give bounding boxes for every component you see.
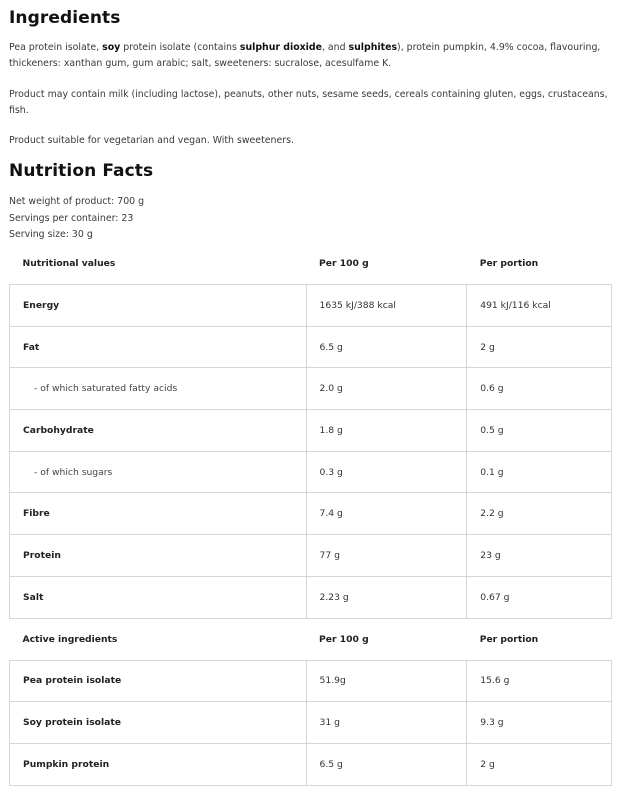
value-per-portion: 2 g — [467, 743, 612, 785]
value-per-portion: 0.1 g — [467, 451, 612, 493]
value-per-100g: 2.0 g — [306, 368, 467, 410]
ingredients-text-segment: protein isolate (contains — [120, 42, 240, 53]
value-per-100g: 6.5 g — [306, 743, 467, 785]
allergen-notice: Product may contain milk (including lactose), peanuts, other nuts, sesame seeds, cereals containing gluten, eggs, crustaceans, fish. — [9, 89, 608, 116]
serving-size: Serving size: 30 g — [9, 229, 93, 240]
row-label: Salt — [10, 576, 307, 618]
column-header-per-100g: Per 100 g — [319, 633, 369, 645]
table-row — [10, 743, 612, 785]
servings-per-container: Servings per container: 23 — [9, 212, 134, 224]
value-per-portion: 15.6 g — [467, 660, 612, 702]
table-row — [10, 410, 612, 452]
ingredients-heading: Ingredients — [9, 8, 121, 28]
value-per-portion: 2.2 g — [467, 493, 612, 535]
value-per-100g: 77 g — [306, 535, 467, 577]
value-per-100g: 51.9g — [306, 660, 467, 702]
value-per-portion: 23 g — [467, 535, 612, 577]
ingredients-text-segment: , and — [321, 42, 349, 53]
table-section-header — [10, 618, 612, 660]
table-row — [10, 660, 612, 702]
value-per-portion: 491 kJ/116 kcal — [467, 285, 612, 327]
value-per-portion: 9.3 g — [467, 702, 612, 744]
value-per-portion: 0.5 g — [467, 410, 612, 452]
value-per-100g: 6.5 g — [306, 326, 467, 368]
table-row — [10, 326, 612, 368]
ingredients-text-segment: Pea protein isolate, — [9, 42, 103, 53]
allergen-highlight: sulphur dioxide — [239, 42, 322, 53]
ingredients-text — [9, 40, 609, 72]
allergen-highlight: soy — [102, 42, 121, 53]
table-row — [10, 535, 612, 577]
column-header-per-portion: Per portion — [479, 633, 539, 645]
row-label: Fibre — [10, 493, 307, 535]
table-row — [10, 576, 612, 618]
product-meta — [9, 194, 144, 244]
table-row — [10, 493, 612, 535]
ingredients-text-segment: ), protein pumpkin, 4.9% cocoa, flavouring, thickeners: xanthan gum, gum arabic; salt, sweeteners: sucralose, acesulfame K. — [9, 42, 601, 69]
row-label: - of which saturated fatty acids — [10, 368, 307, 410]
table-row — [10, 285, 612, 327]
value-per-100g: 0.3 g — [306, 451, 467, 493]
net-weight: Net weight of product: 700 g — [9, 196, 145, 207]
table-row — [10, 702, 612, 744]
row-label: Pumpkin protein — [10, 743, 307, 785]
column-header-name: Nutritional values — [22, 258, 116, 269]
table-row — [10, 368, 612, 410]
row-label: - of which sugars — [10, 451, 307, 493]
column-header-name: Active ingredients — [22, 633, 118, 645]
row-label: Protein — [10, 535, 307, 577]
value-per-100g: 1635 kJ/388 kcal — [306, 285, 467, 327]
value-per-100g: 2.23 g — [306, 576, 467, 618]
column-header-per-portion: Per portion — [479, 258, 539, 269]
nutrition-facts-heading: Nutrition Facts — [9, 161, 154, 181]
column-header-per-100g: Per 100 g — [319, 258, 369, 269]
row-label: Soy protein isolate — [10, 702, 307, 744]
value-per-portion: 2 g — [467, 326, 612, 368]
row-label: Energy — [10, 285, 307, 327]
nutrition-table — [9, 243, 612, 786]
allergen-highlight: sulphites — [348, 42, 398, 53]
table-section-header — [10, 243, 612, 285]
suitability-notice: Product suitable for vegetarian and vegan. With sweeteners. — [9, 135, 294, 146]
value-per-portion: 0.6 g — [467, 368, 612, 410]
value-per-100g: 1.8 g — [306, 410, 467, 452]
value-per-portion: 0.67 g — [467, 576, 612, 618]
row-label: Pea protein isolate — [10, 660, 307, 702]
table-row — [10, 451, 612, 493]
value-per-100g: 7.4 g — [306, 493, 467, 535]
row-label: Fat — [10, 326, 307, 368]
row-label: Carbohydrate — [10, 410, 307, 452]
value-per-100g: 31 g — [306, 702, 467, 744]
